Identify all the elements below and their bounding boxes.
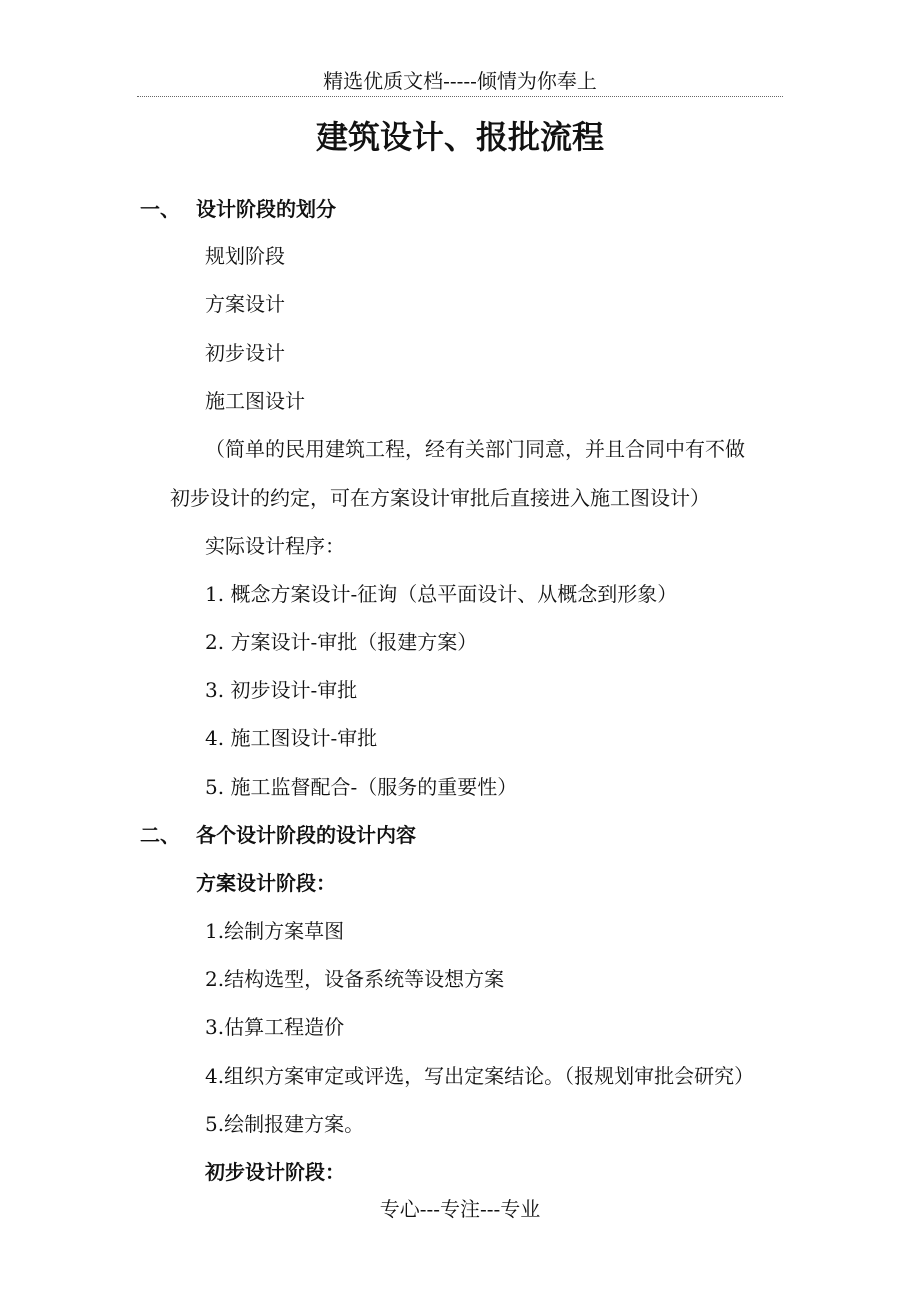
section-2-number: 二、 bbox=[140, 823, 180, 847]
document-title: 建筑设计、报批流程 bbox=[315, 118, 604, 156]
stage-item: 施工图设计 bbox=[205, 389, 305, 413]
procedure-step: 2. 方案设计-审批（报建方案） bbox=[205, 630, 478, 654]
note-line-2: 初步设计的约定，可在方案设计审批后直接进入施工图设计） bbox=[170, 486, 710, 510]
procedure-step: 5. 施工监督配合-（服务的重要性） bbox=[205, 775, 518, 799]
scheme-item: 5.绘制报建方案。 bbox=[205, 1112, 365, 1136]
header-divider bbox=[137, 96, 783, 97]
scheme-item: 1.绘制方案草图 bbox=[205, 919, 345, 943]
scheme-stage-label: 方案设计阶段： bbox=[196, 871, 336, 895]
preliminary-stage-label: 初步设计阶段： bbox=[205, 1160, 345, 1184]
section-1-number: 一、 bbox=[140, 197, 180, 221]
procedure-step: 3. 初步设计-审批 bbox=[205, 678, 358, 702]
stage-item: 方案设计 bbox=[205, 292, 285, 316]
scheme-item: 3.估算工程造价 bbox=[205, 1015, 345, 1039]
scheme-item: 4.组织方案审定或评选，写出定案结论。（报规划审批会研究） bbox=[205, 1064, 755, 1088]
section-2-heading: 各个设计阶段的设计内容 bbox=[196, 823, 416, 847]
stage-item: 规划阶段 bbox=[205, 244, 285, 268]
page-header: 精选优质文档-----倾情为你奉上 bbox=[323, 69, 597, 93]
procedure-step: 1. 概念方案设计-征询（总平面设计、从概念到形象） bbox=[205, 582, 678, 606]
procedure-label: 实际设计程序： bbox=[205, 534, 345, 558]
procedure-step: 4. 施工图设计-审批 bbox=[205, 726, 378, 750]
section-1-heading: 设计阶段的划分 bbox=[196, 197, 336, 221]
stage-item: 初步设计 bbox=[205, 341, 285, 365]
note-line-1: （简单的民用建筑工程，经有关部门同意，并且合同中有不做 bbox=[205, 437, 745, 461]
page-footer: 专心---专注---专业 bbox=[379, 1197, 541, 1221]
scheme-item: 2.结构选型，设备系统等设想方案 bbox=[205, 967, 505, 991]
